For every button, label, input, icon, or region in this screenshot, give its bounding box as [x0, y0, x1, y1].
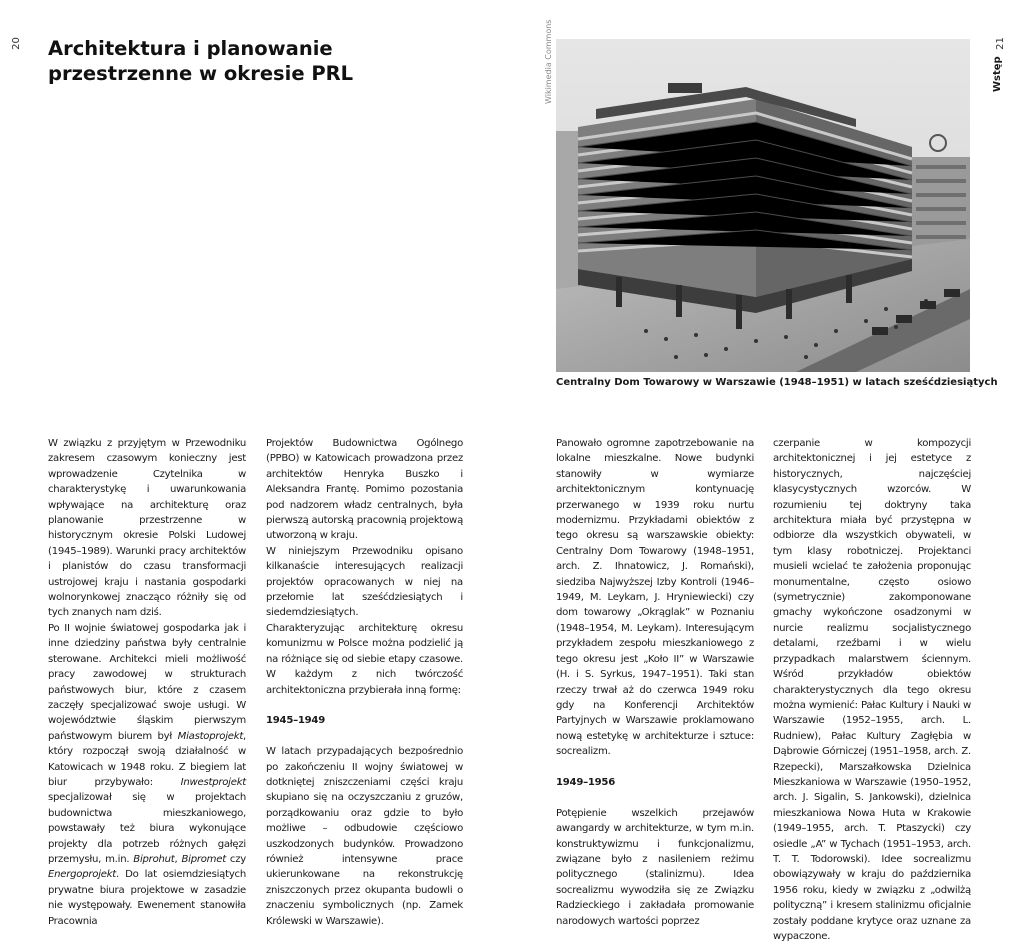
text-column-1 [48, 436, 246, 929]
paragraph: Panowało ogromne zapotrzebowanie na lokalne mieszkalne. Nowe budynki stanowiły w wymiarze architektonicznym kontynuację przerwanego w 1939 roku nurtu modernizmu. Przykładami obiektów z tego okresu są warszawskie obiekty: Centralny Dom Towarowy (1948–1951, arch. Z. Ihnatowicz, J. Romański), siedziba Najwyższej Izby Kontroli (1946–1949, M. Leykam, J. Hryniewiecki) czy dom towarowy „Okrąglak” w Poznaniu (1948–1954, M. Leykam). Interesującym przykładem zespołu mieszkaniowego z tego okresu jest „Koło II” w Warszawie (H. i S. Syrkus, 1947–1951). Taki stan rzeczy trwał aż do czerwca 1949 roku gdy na Konferencji Architektów Partyjnych w Warszawie proklamowano nową estetykę w architekturze i sztuce: socrealizm. [556, 438, 754, 758]
paragraph: Projektów Budownictwa Ogólnego (PPBO) w Katowicach prowadzona przez architektów Henryka Buszko i Aleksandra Frantę. Pomimo pozostania pod nadzorem władz centralnych, była pierwszą autorską pracownią projektową utworzoną w kraju. [266, 438, 463, 542]
right-page-number: 21 [994, 37, 1006, 50]
photo-credit: Wikimedia Commons [544, 19, 553, 104]
paragraph: czerpanie w kompozycji architektonicznej i jej estetyce z historycznych, najczęściej klasycystycznych wzorców. W rozumieniu tej doktryny taka architektura miała być przystępna w odbiorze dla wszystkich obywateli, w tym klasy robotniczej. Projektanci musieli wcielać te założenia proponując monumentalne, często osiowo (symetrycznie) zakomponowane gmachy wykończone osadzonymi w nurcie realizmu socjalistycznego detalami, rzeźbami i w wielu przypadkach malarstwem ściennym. Wśród przykładów obiektów charakterystycznych dla tego okresu można wymienić: Pałac Kultury i Nauki w Warszawie (1952–1955, arch. L. Rudniew), Pałac Kultury Zagłębia w Dąbrowie Górniczej (1951–1958, arch. Z. Rzepecki), Marszałkowska Dzielnica Mieszkaniowa w Warszawie (1950–1952, arch. J. Sigalin, S. Jankowski), dzielnica mieszkaniowa Nowa Huta w Krakowie (1949–1955, arch. T. Ptaszycki) czy osiedle „A” w Tychach (1951–1953, arch. T. T. Todorowski). Idee socrealizmu obowiązywały w kraju do października 1956 roku, kiedy w związku z „odwilżą polityczną” i kresem stalinizmu oficjalnie zostały poddane krytyce oraz uznane za wypaczone. [773, 438, 971, 942]
section-heading: 1949–1956 [556, 776, 615, 788]
section-heading: 1945–1949 [266, 715, 325, 727]
text-column-4 [773, 436, 971, 944]
text-column-3 [556, 436, 754, 929]
paragraph: W niniejszym Przewodniku opisano kilkanaście interesujących realizacji projektów opracowanych w niej na przełomie lat sześćdziesiątych i siedemdziesiątych. [266, 545, 463, 619]
paragraph: W latach przypadających bezpośrednio po zakończeniu II wojny światowej w dotkniętej zniszczeniami części kraju skupiano się na oczyszczaniu z gruzów, porządkowaniu oraz gdzie to było możliwe – odbudowie częściowo uszkodzonych budynków. Prowadzono również intensywne prace ukierunkowane na rekonstrukcję zniszczonych przez okupanta budowli o znaczeniu symbolicznych (np. Zamek Królewski w Warszawie). [266, 746, 463, 927]
page-title: Architektura i planowanie przestrzenne w okresie PRL [48, 37, 354, 85]
text-column-2 [266, 436, 463, 929]
paragraph: Charakteryzując architekturę okresu komunizmu w Polsce można podzielić ją na różniące się od siebie etapy czasowe. W każdym z nich twórczość architektoniczna przybierała inną formę: [266, 622, 463, 696]
left-page-number: 20 [10, 37, 22, 50]
paragraph: W związku z przyjętym w Przewodniku zakresem czasowym konieczny jest wprowadzenie Czytelnika w charakterystykę i uwarunkowania wpływające na architekturę oraz planowanie przestrzenne w historycznym okresie Polski Ludowej (1945–1989). Warunki pracy architektów i planistów do czasu transformacji ustrojowej kraju i nastania gospodarki wolnorynkowej znacząco różniły się od tych znanych nam dziś. [48, 438, 246, 619]
section-label: Wstęp [992, 56, 1003, 92]
paragraph: Po II wojnie światowej gospodarka jak i inne dziedziny państwa były centralnie sterowane. Architekci mieli możliwość pracy zawodowej w strukturach państwowych biur, które z czasem zaczęły specjalizować swoje usługi. W województwie śląskim pierwszym państwowym biurem był Miastoprojekt, który rozpoczął swoją działalność w Katowicach w 1948 roku. Z biegiem lat biur przybywało: Inwestprojekt specjalizował się w projektach budownictwa mieszkaniowego, powstawały też biura wykonujące projekty dla potrzeb różnych gałęzi przemysłu, m.in. Biprohut, Bipromet czy Energoprojekt. Do lat osiemdziesiątych prywatne biura projektowe w zasadzie nie występowały. Ewenement stanowiła Pracownia [48, 622, 246, 927]
paragraph: Potępienie wszelkich przejawów awangardy w architekturze, w tym m.in. konstruktywizmu i funkcjonalizmu, związane było z nasileniem reżimu politycznego (stalinizmu). Idea socrealizmu wywodziła się ze Związku Radzieckiego i zakładała promowanie narodowych wartości poprzez [556, 807, 754, 927]
photo-caption: Centralny Dom Towarowy w Warszawie (1948–1951) w latach sześćdziesiątych [556, 377, 998, 388]
building-photo [556, 39, 970, 372]
